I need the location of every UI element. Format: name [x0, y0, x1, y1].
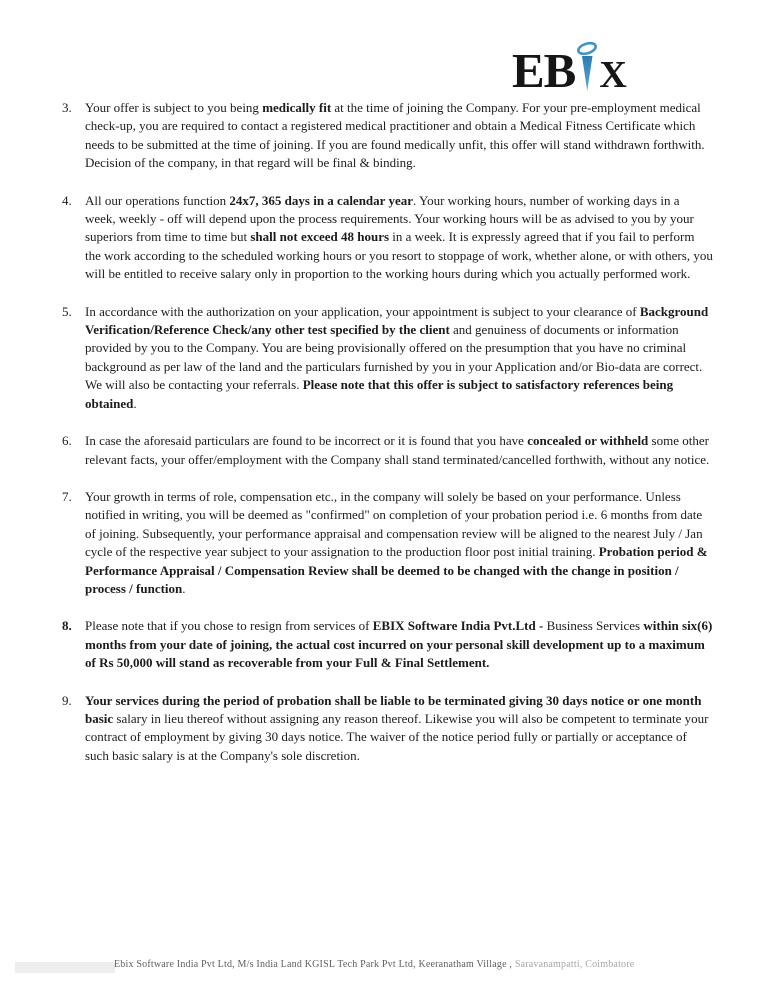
clause-run: in a week. It is expressly agreed that if you fail to perform the work according to the scheduled working hours or you resort to stoppage of work, whether alone, or with others, you will be entitled to receive salary only in proportion to the working hours during which you actually performed work.	[85, 229, 713, 282]
footer-strip	[15, 962, 115, 973]
clause-run: Please note that this offer is subject to satisfactory references being obtained	[85, 377, 674, 411]
clause-run: Background Verification/Reference Check/any other test specified by the client	[85, 303, 709, 338]
clause-run: .	[182, 580, 186, 596]
clause-number: 7.	[62, 488, 72, 504]
clause-run: and genuiness of documents or information provided by you to the Company. You are being provisionally offered on the presumption that you have no criminal background as per law of the land and the particulars furnished by you in your Application and/or Bio-data are correct. We will also be contacting your referrals.	[85, 322, 703, 393]
clause-item	[62, 488, 714, 598]
clause-text	[85, 303, 713, 413]
clause-run: 24x7, 365 days in a calendar year	[229, 192, 413, 208]
halo-pin-icon	[574, 40, 599, 92]
clause-number: 9.	[62, 692, 72, 708]
ebix-logo	[512, 40, 626, 98]
clause-run: All our operations function	[85, 192, 230, 208]
clause-number: 5.	[62, 303, 72, 319]
clause-run: Business Services	[543, 618, 644, 634]
clause-text	[85, 692, 713, 766]
clause-item	[62, 99, 714, 173]
clause-run: shall not exceed 48 hours	[250, 229, 390, 245]
footer-address-faded: Saravanampatti, Coimbatore	[514, 959, 635, 970]
clause-run: Your growth in terms of role, compensation etc., in the company will solely be based on your performance. Unless notified in writing, you will be deemed as "confirmed" on completion of your probation period i.e. 6 months from date of joining. Subsequently, your performance appraisal and compensation review will be aligned to the nearest July / Jan cycle of the respective year subject to your assignation to the production floor post initial training.	[85, 488, 703, 560]
clause-run: Please note that if you chose to resign from services of	[85, 618, 373, 634]
clause-text	[85, 617, 713, 672]
clause-run: . Your working hours, number of working days in a week, weekly - off will depend upon the process requirements. Your working hours will be as advised to you by your superiors from time to time but	[85, 192, 694, 245]
clause-text	[85, 99, 713, 173]
footer-address-main: Ebix Software India Pvt Ltd, M/s India Land KGISL Tech Park Pvt Ltd, Keeranatham Village ,	[114, 959, 515, 970]
clause-number: 4.	[62, 192, 72, 208]
clause-text	[85, 488, 713, 598]
clause-item	[62, 192, 714, 284]
clause-run: salary in lieu thereof without assigning any reason thereof. Likewise you will also be competent to terminate your contract of employment by giving 30 days notice. The waiver of the notice period fully or partially or acceptance of such basic salary is at the Company's sole discretion.	[85, 710, 709, 763]
clause-run: within six(6) months from your date of joining, the actual cost incurred on your personal skill development up to a maximum of Rs 50,000 will stand as recoverable from your Full & Final Settlement.	[85, 618, 713, 671]
clause-run: Your offer is subject to you being	[85, 100, 263, 115]
clause-list	[62, 99, 714, 784]
clause-number: 8.	[62, 618, 72, 634]
logo-text-eb: EB	[512, 42, 576, 98]
clause-run: Probation period & Performance Appraisal / Compensation Review shall be deemed to be changed with the change in position / process / function	[85, 544, 708, 596]
clause-item	[62, 303, 714, 413]
clause-run: concealed or withheld	[527, 433, 649, 449]
clause-number: 6.	[62, 433, 72, 449]
clause-text	[85, 192, 713, 284]
clause-run: EBIX Software India Pvt.Ltd -	[372, 618, 544, 634]
clause-number: 3.	[62, 100, 72, 115]
clause-text	[85, 432, 713, 469]
clause-run: .	[133, 395, 137, 411]
logo-text-x: X	[599, 53, 626, 96]
clause-run: In accordance with the authorization on your application, your appointment is subject to your clearance of	[85, 303, 640, 319]
clause-item	[62, 432, 714, 469]
clause-run: medically fit	[262, 100, 332, 115]
footer-address	[114, 958, 634, 972]
clause-run: at the time of joining the Company. For your pre-employment medical check-up, you are required to contact a registered medical practitioner and obtain a Medical Fitness Certificate which needs to be submitted at the time of joining. If you are found medically unfit, this offer will stand withdrawn forthwith. Decision of the company, in that regard will be final & binding.	[85, 100, 705, 171]
clause-run: Your services during the period of probation shall be liable to be terminated giving 30 days notice or one month basic	[85, 692, 702, 726]
clause-run: some other relevant facts, your offer/employment with the Company shall stand terminated/cancelled forthwith, without any notice.	[85, 433, 710, 467]
clause-item	[62, 692, 714, 766]
clause-item	[62, 617, 714, 672]
clause-run: In case the aforesaid particulars are found to be incorrect or it is found that you have	[85, 433, 528, 449]
